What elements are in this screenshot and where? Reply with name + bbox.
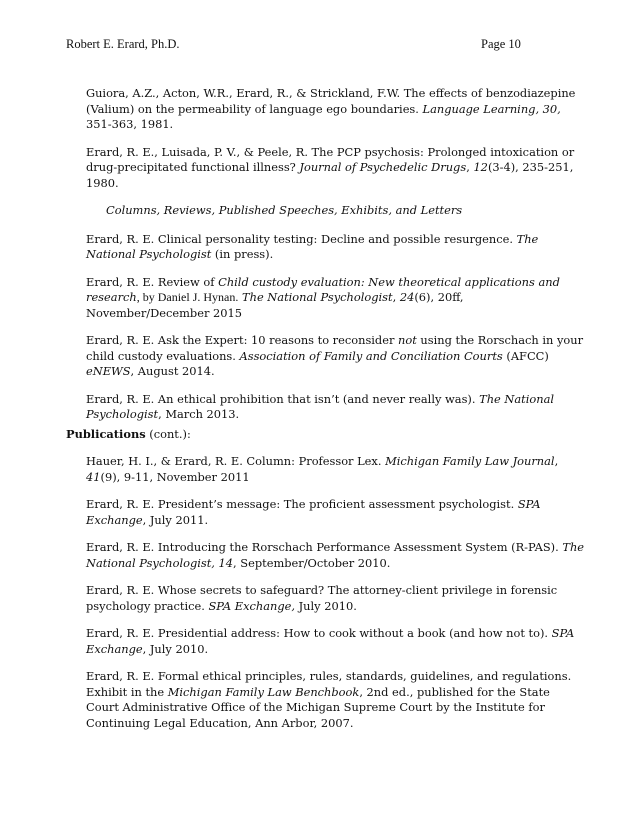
- reference-text: Erard, R. E. President’s message: The proficient assessment psychologist.: [86, 497, 518, 511]
- separator: ,: [554, 454, 559, 468]
- reference-citation: 351-363, 1981.: [86, 117, 174, 131]
- reference-citation: (in press).: [211, 247, 274, 261]
- reference-entry: [86, 86, 586, 133]
- separator: ,: [466, 160, 474, 174]
- journal-volume: 41: [86, 469, 101, 484]
- reference-text: Erard, R. E. Clinical personality testing: Decline and possible resurgence.: [86, 231, 517, 246]
- book-title: Michigan Family Law Benchbook: [167, 684, 360, 699]
- journal-volume: 24: [399, 290, 415, 304]
- journal-title: The National Psychologist: [86, 231, 539, 261]
- reference-entry: [86, 497, 586, 528]
- reference-entry: [86, 275, 586, 322]
- reference-text: Erard, R. E. An ethical prohibition that isn’t (and never really was).: [86, 391, 480, 406]
- reference-entry: [86, 454, 586, 485]
- reference-text: Guiora, A.Z., Acton, W.R., Erard, R., & Strickland, F.W. The effects of benzodiazepine (Valium) on the permeability of language ego boundaries.: [86, 86, 576, 116]
- reference-text: Hauer, H. I., & Erard, R. E. Column: Professor Lex.: [86, 454, 386, 468]
- journal-title: SPA Exchange,: [208, 598, 295, 613]
- section-suffix: (cont.):: [145, 426, 191, 441]
- reference-citation: , July 2011.: [142, 512, 209, 527]
- reference-text: Erard, R. E. Ask the Expert: 10 reasons to reconsider: [86, 333, 399, 347]
- reference-citation: (6), 20ff, November/December 2015: [86, 290, 464, 320]
- reference-text: Erard, R. E. Formal ethical principles, rules, standards, guidelines, and regulations. Exhibit in the: [86, 669, 572, 699]
- reference-citation: (3-4), 235-251, 1980.: [86, 160, 574, 190]
- reference-citation: , September/October 2010.: [233, 555, 391, 570]
- reference-entry: [86, 392, 586, 423]
- book-author: , by Daniel J. Hynan.: [136, 290, 239, 304]
- reference-entry: [86, 540, 586, 571]
- reference-text: Erard, R. E. Review of: [86, 274, 219, 289]
- reference-entry: [86, 626, 586, 657]
- reference-citation: , August 2014.: [130, 364, 215, 378]
- reference-text: Erard, R. E. Whose secrets to safeguard? The attorney-client privilege in forensic psychology practice.: [86, 583, 558, 613]
- reference-text: (AFCC): [502, 348, 549, 363]
- reference-citation: , 2nd ed., published for the State Court Administrative Office of the Michigan Supreme Court by the Institute for Continuing Legal Education, Ann Arbor, 2007.: [86, 684, 550, 730]
- journal-volume: 12: [473, 160, 488, 174]
- reference-citation: (9), 9-11, November 2011: [100, 469, 250, 484]
- journal-title: Michigan Family Law Journal: [385, 454, 555, 468]
- emphasis: not: [398, 333, 417, 347]
- journal-title: Journal of Psychedelic Drugs: [299, 160, 467, 174]
- reference-citation: , March 2013.: [158, 407, 240, 421]
- reference-citation: , July 2010.: [142, 641, 209, 656]
- reference-text: Erard, R. E. Presidential address: How to cook without a book (and how not to).: [86, 626, 552, 640]
- reference-entry: [86, 232, 586, 263]
- reference-entry: [86, 333, 586, 380]
- journal-title: The National Psychologist: [242, 290, 393, 304]
- subsection-heading: Columns, Reviews, Published Speeches, Exhibits, and Letters: [106, 203, 463, 217]
- references-body: [66, 86, 586, 743]
- journal-title: Language Learning, 30,: [422, 101, 561, 116]
- reference-entry: [86, 145, 586, 192]
- section-heading: [66, 427, 566, 443]
- journal-title: SPA Exchange: [86, 497, 541, 527]
- reference-text: Erard, R. E. Introducing the Rorschach Performance Assessment System (R-PAS).: [86, 540, 563, 554]
- reference-text: using the Rorschach in your child custody evaluations.: [86, 333, 584, 363]
- journal-title: The National Psychologist: [86, 391, 555, 421]
- reference-entry: [86, 583, 586, 614]
- reference-text: Erard, R. E., Luisada, P. V., & Peele, R. The PCP psychosis: Prolonged intoxication or drug-precipitated functional illness?: [86, 144, 575, 174]
- reference-citation: July 2010.: [295, 598, 357, 613]
- book-title: Child custody evaluation: New theoretical applications and research: [86, 274, 560, 304]
- reference-entry: [86, 669, 586, 731]
- header-page-number: Page 10: [481, 37, 521, 51]
- journal-title: SPA Exchange: [86, 626, 575, 656]
- publication-name: eNEWS: [86, 364, 131, 378]
- header-author: Robert E. Erard, Ph.D.: [66, 37, 180, 51]
- section-title: Publications: [66, 426, 146, 441]
- journal-title: The National Psychologist, 14: [86, 540, 585, 570]
- journal-title: Association of Family and Conciliation Courts: [239, 348, 503, 363]
- separator: ,: [392, 290, 400, 304]
